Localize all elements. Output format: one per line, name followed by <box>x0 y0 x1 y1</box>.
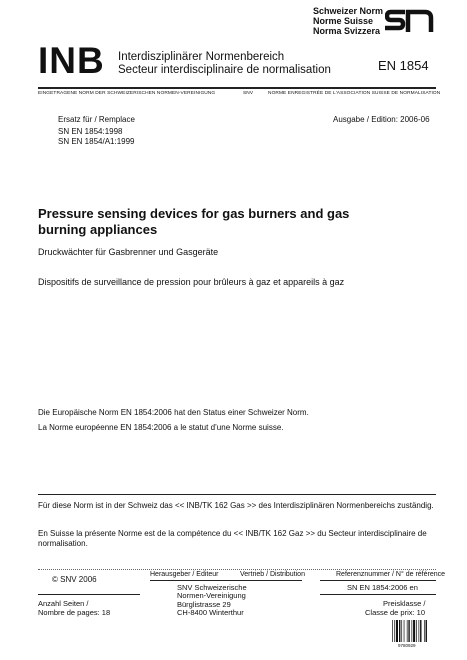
replaces-item: SN EN 1854:1998 <box>58 127 123 136</box>
copyright: © SNV 2006 <box>52 575 97 584</box>
standard-number: EN 1854 <box>378 58 429 73</box>
document-title-en: Pressure sensing devices for gas burners and gas burning appliances <box>38 206 350 237</box>
status-fr: La Norme européenne EN 1854:2006 a le statut d’une Norme suisse. <box>38 423 284 432</box>
barcode-number: 9780929 <box>398 643 416 648</box>
publisher-rule <box>150 580 302 581</box>
tagline-de: EINGETRAGENE NORM DER SCHWEIZERISCHEN NORMEN-VEREINIGUNG <box>38 91 216 96</box>
responsibility-fr: En Suisse la présente Norme est de la compétence du << INB/TK 162 Gaz >> du Secteur interdisciplinaire de normalisation. <box>38 529 427 548</box>
replaces-item: SN EN 1854/A1:1999 <box>58 137 135 146</box>
replaces-label: Ersatz für / Remplace <box>58 115 135 124</box>
price-rule <box>320 594 436 595</box>
inb-logo: INB <box>38 40 105 81</box>
distribution-label: Vertrieb / Distribution <box>240 571 305 578</box>
header-rule <box>38 87 436 89</box>
org-name-fr: Secteur interdisciplinaire de normalisation <box>118 64 331 76</box>
sn-name-de: Schweizer Norm <box>313 6 384 16</box>
org-name-de: Interdisziplinärer Normenbereich <box>118 51 285 63</box>
reference-value: SN EN 1854:2006 en <box>347 583 418 592</box>
sn-name-it: Norma Svizzera <box>313 26 381 36</box>
price-label: Preisklasse / <box>383 599 426 608</box>
publisher-label: Herausgeber / Editeur <box>150 571 219 578</box>
reference-rule <box>320 580 436 581</box>
responsibility-de: Für diese Norm ist in der Schweiz das << INB/TK 162 Gas >> des Interdisziplinären Normenbereichs zuständig. <box>38 501 434 510</box>
status-de: Die Europäische Norm EN 1854:2006 hat den Status einer Schweizer Norm. <box>38 408 309 417</box>
pages-count: Nombre de pages: 18 <box>38 608 111 617</box>
publisher-line: Normen-Vereinigung <box>177 591 246 600</box>
publisher-line: Bürglistrasse 29 <box>177 600 231 609</box>
document-title-fr: Dispositifs de surveillance de pression pour brûleurs à gaz et appareils à gaz <box>38 277 345 287</box>
tagline-fr: NORME ENREGISTRÉE DE L'ASSOCIATION SUISSE DE NORMALISATION <box>268 91 441 96</box>
pages-label: Anzahl Seiten / <box>38 599 89 608</box>
tagline-snv: SNV <box>243 91 254 96</box>
edition: Ausgabe / Edition: 2006-06 <box>333 115 430 124</box>
sn-names-block <box>313 6 383 36</box>
reference-label: Referenznummer / N° de référence <box>336 571 446 578</box>
publisher-line: SNV Schweizerische <box>177 583 247 592</box>
price-class: Classe de prix: 10 <box>365 608 426 617</box>
sn-logo-icon <box>385 8 435 32</box>
publisher-line: CH-8400 Winterthur <box>177 608 244 617</box>
section-rule <box>38 494 436 495</box>
document-title-de: Druckwächter für Gasbrenner und Gasgeräte <box>38 247 219 257</box>
sn-name-fr: Norme Suisse <box>313 16 374 26</box>
barcode-icon <box>392 620 436 642</box>
footer-left-rule <box>38 594 140 595</box>
